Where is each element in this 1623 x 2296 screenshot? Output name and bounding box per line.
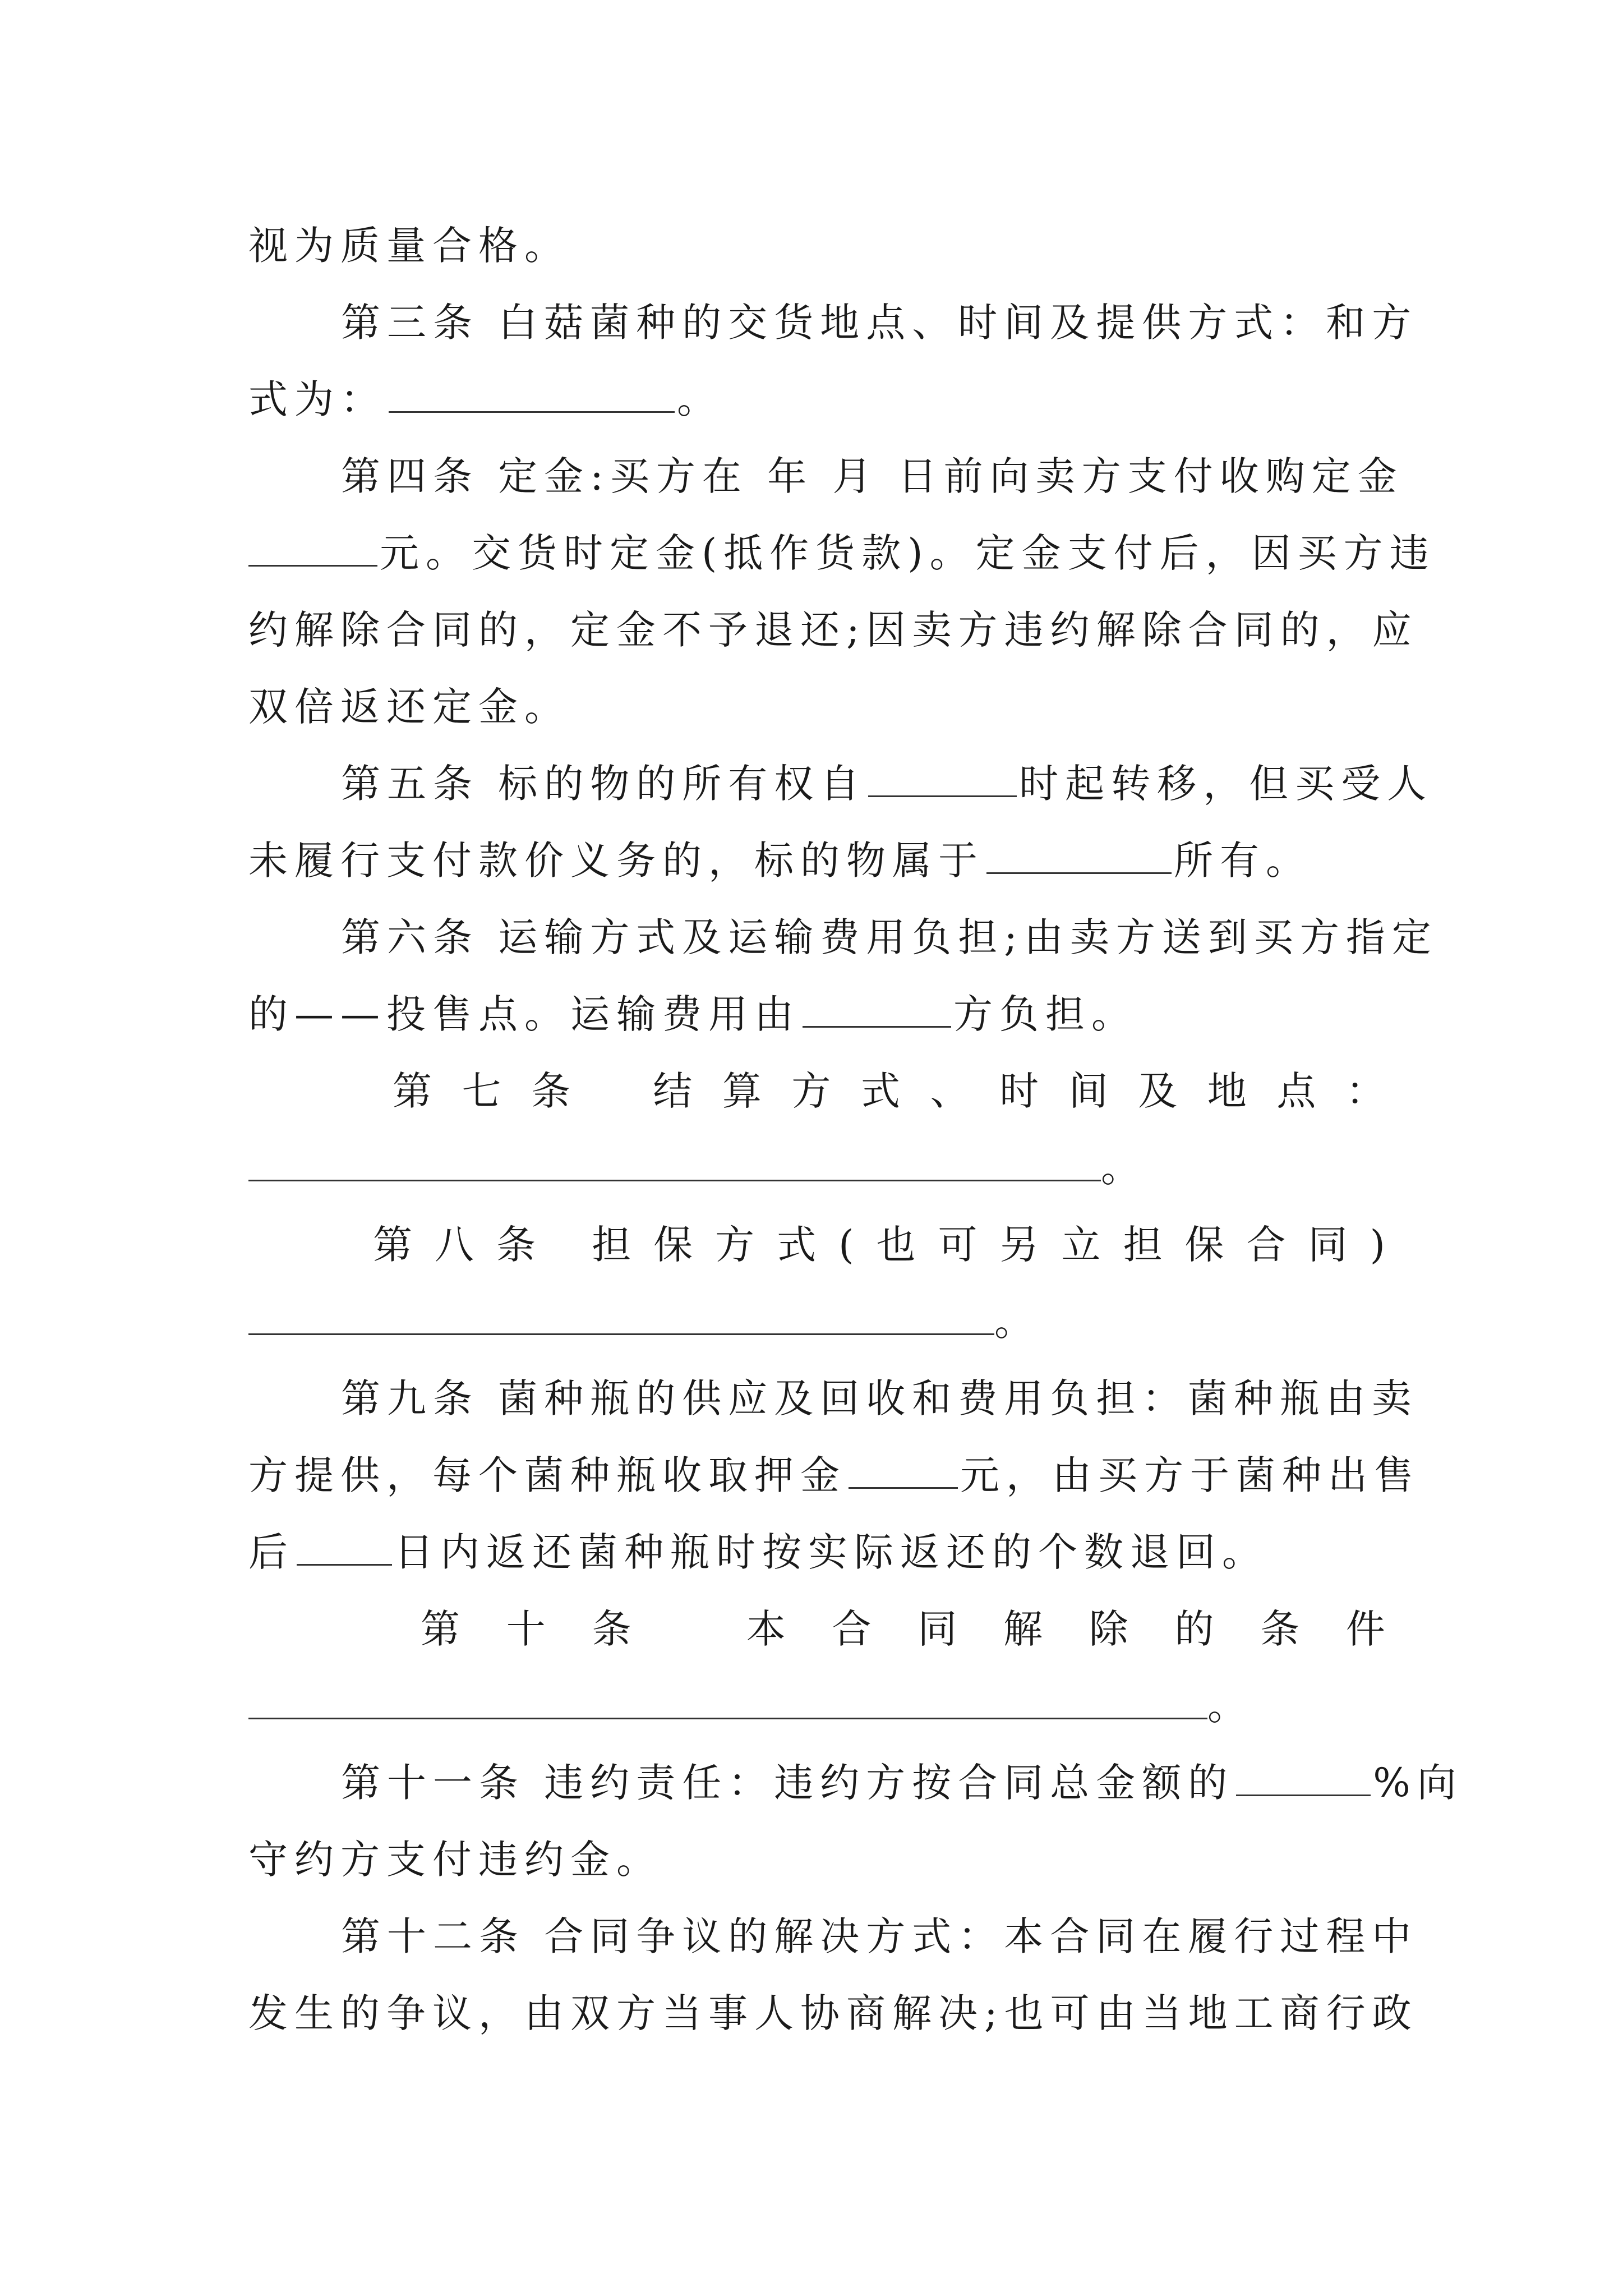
char: 时 — [999, 1068, 1039, 1114]
text-fragment: 。 — [677, 376, 723, 422]
text-line-spaced — [373, 1218, 1385, 1272]
text-line: 第三条 白菇菌种的交货地点、时间及提供方式：和方 — [341, 300, 1418, 346]
char: 件 — [1345, 1606, 1385, 1652]
char: 方 — [715, 1222, 755, 1268]
text-line — [248, 526, 1436, 580]
char: ) — [1370, 1222, 1385, 1268]
text-fragment: 。 — [1207, 1683, 1253, 1729]
char: 第 — [421, 1606, 460, 1652]
char: 合 — [832, 1606, 872, 1652]
char: 十 — [506, 1606, 546, 1652]
char: 方 — [791, 1068, 831, 1114]
fill-blank — [868, 758, 1017, 797]
text-line: 第九条 菌种瓶的供应及回收和费用负担：菌种瓶由卖 — [341, 1375, 1418, 1421]
char: 保 — [653, 1222, 693, 1268]
text-fragment: 的——投售点。运输费用由 — [248, 991, 800, 1037]
char: 担 — [592, 1222, 631, 1268]
text-fragment: 方提供，每个菌种瓶收取押金 — [248, 1452, 846, 1498]
char: 条 — [531, 1068, 571, 1114]
text-line — [248, 987, 1387, 1041]
text-line — [248, 1525, 1387, 1579]
fill-blank — [248, 1143, 1101, 1181]
char: 算 — [722, 1068, 762, 1114]
text-line: 第四条 定金:买方在 年 月 日前向卖方支付收购定金 — [341, 453, 1404, 499]
char: 另 — [999, 1222, 1039, 1268]
char: 八 — [435, 1222, 474, 1268]
char: 第 — [393, 1068, 432, 1114]
text-fragment: 。 — [1101, 1145, 1147, 1191]
char: 、 — [930, 1068, 970, 1114]
text-fragment: 方负担。 — [953, 991, 1137, 1037]
text-line: 视为质量合格。 — [248, 223, 570, 269]
char: 本 — [746, 1606, 786, 1652]
text-fragment: %向 — [1373, 1760, 1463, 1806]
text-fragment: 元。交货时定金(抵作货款)。定金支付后，因买方违 — [380, 530, 1436, 576]
text-fragment: 。 — [994, 1299, 1040, 1345]
fill-blank — [248, 1296, 994, 1335]
char: 条 — [1260, 1606, 1300, 1652]
text-line — [341, 757, 1433, 811]
char: 条 — [592, 1606, 631, 1652]
text-line — [248, 1141, 1387, 1195]
fill-blank — [389, 374, 675, 413]
text-line — [248, 1679, 1387, 1733]
char: 同 — [1308, 1222, 1348, 1268]
char: 地 — [1207, 1068, 1247, 1114]
char: 也 — [876, 1222, 916, 1268]
text-fragment: 未履行支付款价义务的，标的物属于 — [248, 838, 984, 884]
char: 解 — [1003, 1606, 1043, 1652]
char: 式 — [860, 1068, 900, 1114]
char: 结 — [653, 1068, 693, 1114]
text-line — [248, 834, 1387, 887]
fill-blank — [297, 1527, 392, 1566]
text-line: 第十二条 合同争议的解决方式：本合同在履行过程中 — [341, 1913, 1418, 1959]
text-fragment: 后 — [248, 1529, 294, 1575]
fill-blank — [248, 1681, 1207, 1719]
char: 的 — [1174, 1606, 1214, 1652]
char: 可 — [938, 1222, 978, 1268]
char: 同 — [917, 1606, 957, 1652]
text-fragment: 式为： — [248, 376, 386, 422]
text-fragment: 元，由买方于菌种出售 — [960, 1452, 1420, 1498]
text-fragment: 第十一条 违约责任：违约方按合同总金额的 — [341, 1760, 1234, 1806]
fill-blank — [849, 1450, 958, 1489]
char: 合 — [1246, 1222, 1286, 1268]
char: 保 — [1184, 1222, 1224, 1268]
text-line — [341, 1756, 1463, 1810]
text-line: 双倍返还定金。 — [248, 684, 570, 730]
text-line — [248, 1448, 1420, 1502]
text-fragment: 日内返还菌种瓶时按实际返还的个数退回。 — [394, 1529, 1268, 1575]
text-line-spaced — [393, 1064, 1385, 1118]
text-line: 约解除合同的，定金不予退还;因卖方违约解除合同的，应 — [248, 607, 1418, 653]
fill-blank — [248, 528, 377, 567]
char: 立 — [1061, 1222, 1101, 1268]
char: 第 — [373, 1222, 412, 1268]
fill-blank — [986, 835, 1172, 874]
text-line: 守约方支付违约金。 — [248, 1837, 662, 1883]
text-fragment: 所有。 — [1174, 838, 1312, 884]
text-line: 第六条 运输方式及运输费用负担;由卖方送到买方指定 — [341, 914, 1438, 960]
fill-blank — [1236, 1757, 1371, 1796]
char: 及 — [1138, 1068, 1178, 1114]
char: 条 — [496, 1222, 536, 1268]
fill-blank — [803, 989, 951, 1028]
char: 间 — [1068, 1068, 1108, 1114]
char: 点 — [1276, 1068, 1316, 1114]
text-fragment: 第五条 标的物的所有权自 — [341, 761, 866, 807]
text-fragment: 时起转移，但买受人 — [1019, 761, 1433, 807]
text-line — [248, 372, 1387, 426]
text-line — [248, 1295, 1387, 1349]
char: 式 — [777, 1222, 817, 1268]
char: ： — [1345, 1068, 1385, 1114]
char: ( — [838, 1222, 854, 1268]
char: 担 — [1123, 1222, 1163, 1268]
char: 七 — [462, 1068, 501, 1114]
text-line: 发生的争议，由双方当事人协商解决;也可由当地工商行政 — [248, 1990, 1418, 2036]
char: 除 — [1089, 1606, 1128, 1652]
text-line-spaced — [421, 1602, 1385, 1656]
